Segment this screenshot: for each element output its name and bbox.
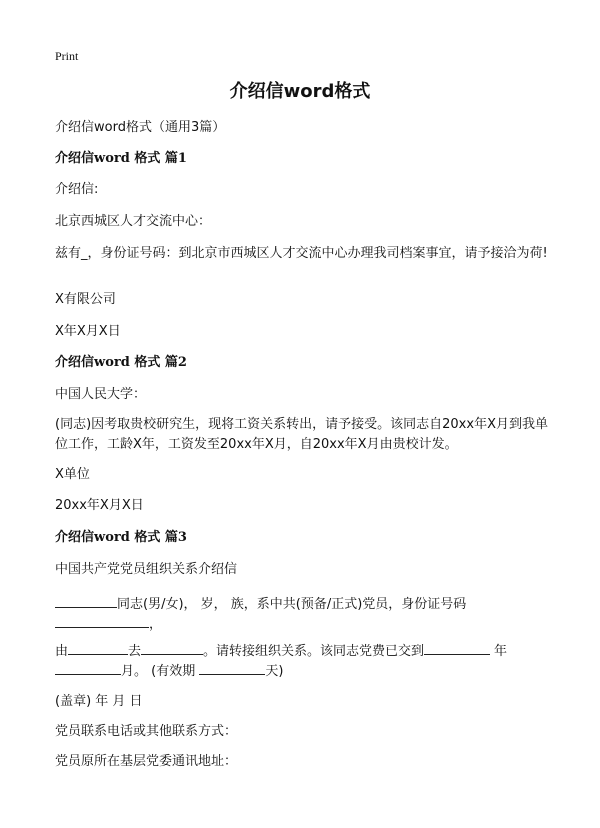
form-text: 去 xyxy=(128,644,142,659)
paragraph: (盖章) 年 月 日 xyxy=(55,694,143,709)
blank-year xyxy=(424,640,490,655)
blank-to xyxy=(141,640,203,655)
blank-from xyxy=(68,640,128,655)
section-heading-2: 介绍信word 格式 篇2 xyxy=(55,355,187,370)
form-line-2 xyxy=(55,613,560,635)
paragraph: 20xx年X月X日 xyxy=(55,498,144,513)
blank-days xyxy=(199,660,265,675)
paragraph: 党员联系电话或其他联系方式： xyxy=(55,724,238,739)
blank-month xyxy=(55,660,121,675)
print-link[interactable]: Print xyxy=(55,49,79,63)
subtitle: 介绍信word格式（通用3篇） xyxy=(55,120,226,135)
form-line-3 xyxy=(55,640,560,662)
paragraph: 介绍信: xyxy=(55,182,99,197)
form-text: 月。 (有效期 xyxy=(121,664,196,679)
section-heading-1: 介绍信word 格式 篇1 xyxy=(55,151,187,166)
page-title: 介绍信word格式 xyxy=(229,81,371,102)
form-text: 年 xyxy=(494,644,508,659)
paragraph: 党员原所在基层党委通讯地址： xyxy=(55,754,238,769)
paragraph: 兹有_，身份证号码：到北京市西城区人才交流中心办理我司档案事宜，请予接洽为荷! xyxy=(55,246,548,261)
form-text: ， xyxy=(149,617,163,632)
paragraph: 中国人民大学： xyxy=(55,387,147,402)
blank-id-number xyxy=(55,613,149,628)
form-text: 天) xyxy=(265,664,284,679)
form-line-1 xyxy=(55,593,560,615)
form-text: 同志(男/女)， 岁， 族，系中共(预备/正式)党员，身份证号码 xyxy=(117,597,467,612)
blank-name xyxy=(55,593,117,608)
paragraph: X单位 xyxy=(55,467,90,482)
form-text: 。请转接组织关系。该同志党费已交到 xyxy=(203,644,425,659)
paragraph: 中国共产党党员组织关系介绍信 xyxy=(55,562,238,577)
form-text: 由 xyxy=(55,644,69,659)
paragraph: 北京西城区人才交流中心： xyxy=(55,214,212,229)
paragraph: X年X月X日 xyxy=(55,324,121,339)
form-line-4 xyxy=(55,660,560,682)
paragraph: X有限公司 xyxy=(55,292,116,307)
section-heading-3: 介绍信word 格式 篇3 xyxy=(55,530,187,545)
paragraph: (同志)因考取贵校研究生，现将工资关系转出，请予接受。该同志自20xx年X月到我单位工作，工龄X年，工资发至20xx年X月，自20xx年X月由贵校计发。 xyxy=(55,417,548,452)
